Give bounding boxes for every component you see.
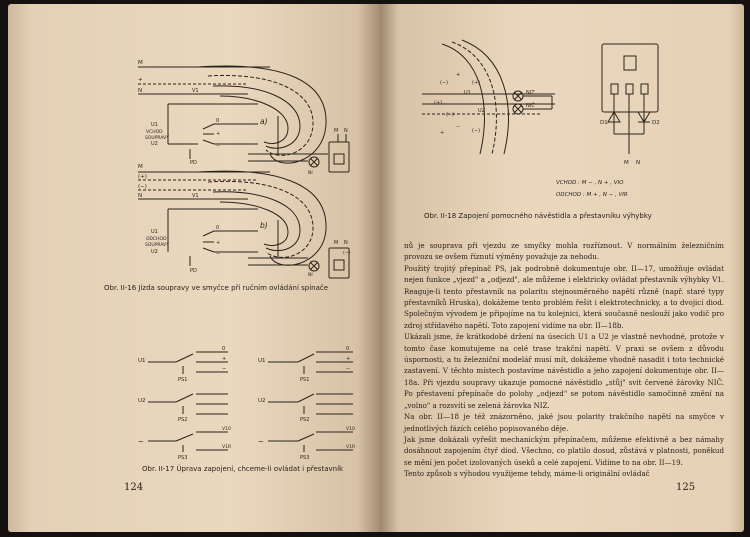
svg-text:U2: U2 — [151, 249, 158, 255]
svg-text:V1: V1 — [192, 193, 199, 199]
svg-text:(−): (−) — [440, 80, 449, 86]
svg-text:−: − — [216, 251, 221, 257]
svg-text:D1: D1 — [600, 120, 608, 126]
svg-text:(−): (−) — [472, 128, 481, 134]
svg-text:(+): (+) — [434, 100, 443, 106]
svg-text:U2: U2 — [478, 108, 485, 114]
svg-text:D2: D2 — [652, 120, 660, 126]
svg-text:(−): (−) — [138, 184, 147, 190]
page-number-right: 125 — [676, 482, 696, 493]
svg-text:M: M — [334, 128, 339, 134]
svg-text:VCHOD : M − , N + , VIO: VCHOD : M − , N + , VIO — [556, 180, 624, 186]
svg-text:V1R: V1R — [222, 445, 232, 450]
page-number-left: 124 — [124, 482, 144, 493]
figure-ii-18 — [380, 4, 744, 224]
body-paragraph: Tento způsob s výhodou využijeme tehdy, máme-li originální ovládač — [404, 469, 650, 479]
svg-text:0: 0 — [216, 118, 220, 124]
svg-text:−: − — [456, 124, 461, 130]
figure-ii-17-left — [138, 346, 231, 461]
svg-text:V1R: V1R — [346, 445, 356, 450]
svg-text:N: N — [344, 128, 348, 134]
svg-text:+: + — [440, 130, 445, 136]
svg-text:M: M — [624, 160, 629, 166]
svg-text:U2: U2 — [151, 141, 158, 147]
svg-text:NI: NI — [308, 171, 313, 176]
svg-text:PS2: PS2 — [300, 417, 310, 423]
svg-text:M: M — [138, 60, 143, 66]
svg-text:b): b) — [260, 221, 268, 230]
figure-ii-16-caption: Obr. II-16 Jízda soupravy ve smyčce při ručním ovládání spínače — [104, 284, 329, 292]
svg-text:SOUPRAVY: SOUPRAVY — [145, 243, 169, 248]
svg-text:−: − — [222, 366, 227, 372]
svg-text:−: − — [346, 366, 351, 372]
svg-text:NIZ: NIZ — [526, 90, 535, 96]
svg-text:N: N — [344, 240, 348, 246]
left-page — [8, 4, 380, 532]
svg-text:U2: U2 — [138, 398, 146, 404]
svg-text:0: 0 — [222, 346, 226, 352]
svg-text:(+): (+) — [472, 80, 481, 86]
svg-text:M: M — [138, 164, 143, 170]
svg-text:~: ~ — [258, 438, 264, 446]
svg-text:PD: PD — [190, 160, 197, 166]
svg-text:PS1: PS1 — [300, 377, 310, 383]
svg-text:PS3: PS3 — [178, 455, 188, 461]
body-paragraph: Jak jsme dokázali vyřešit mechanickým přepínačem, můžeme efektivně a bez námahy dosáhnout zapojením čtyř diod. Všechno, co platilo dosud, zůstává v platnosti, poněkud se mění jen počet izolovaných úseků a celé zapojení. Vidíme to na obr. II—19. — [404, 434, 724, 467]
body-paragraph: Použitý trojitý přepínač PS, jak podrobně dokumentuje obr. II—17, umožňuje ovládat nejen funkce „vjezd" a „odjezd", ale můžeme i elektricky ovládat přestavník výhybky V1. Reaguje-li tento přestavník na polaritu stejnosměrného napětí různě (např. staré typy přestavníků Hruska), dokážeme tento problém řešit i elektrotechnicky, a to dvojicí diod. Společným vývodem je připojíme na tu kolejnici, která současně neslouží jako vodič pro zdroj střídavého napětí. Toto zapojení vidíme na obr. II—18b. — [404, 263, 724, 330]
figure-ii-18-caption: Obr. II-18 Zapojení pomocného návěstidla a přestavníku výhybky — [424, 212, 652, 220]
svg-text:N: N — [138, 193, 143, 199]
svg-text:V1: V1 — [192, 88, 199, 94]
svg-text:NI: NI — [308, 273, 313, 278]
right-page — [380, 4, 744, 532]
svg-text:+: + — [138, 77, 143, 83]
svg-text:(+): (+) — [138, 174, 147, 180]
svg-text:ODCHOD : M + , N − , VIR: ODCHOD : M + , N − , VIR — [556, 192, 628, 198]
svg-text:M: M — [334, 240, 339, 246]
svg-text:+: + — [216, 240, 221, 246]
svg-text:VCHOD: VCHOD — [146, 130, 163, 135]
body-paragraph: Ukázali jsme, že krátkodobé držení na úsecích U1 a U2 je vlastně nevhodné, protože v tomto čase komutujeme na celé trase trakční napětí. V praxi se ovšem z důvodu úspornosti, a tu železniční modelář musí mít, dokážeme vhodně nasadit i toto technické zastavení. V těchto místech postavíme návěstidlo a jeho zapojení dokumentuje obr. II—18a. Při vjezdu soupravy ukazuje pomocné návěstidlo „stůj" svit červené žárovky NIČ. Po přestavení přepínače do polohy „odjezd" se potom návěstidlo samočinně změní na „volno" a rozsvítí se zelená žárovka NIZ. — [404, 332, 724, 410]
svg-text:−: − — [216, 143, 221, 149]
body-text — [404, 240, 724, 480]
figure-ii-17 — [8, 4, 380, 484]
svg-text:a): a) — [260, 117, 268, 126]
body-paragraph: nů je souprava při vjezdu ze smyčky mohla rozříznout. V normálním železničním provozu se ovšem říznutí výměny považuje za nehodu. — [404, 241, 724, 262]
svg-text:SOUPRAVY: SOUPRAVY — [145, 136, 169, 141]
svg-text:~: ~ — [138, 438, 144, 446]
svg-text:U2: U2 — [258, 398, 266, 404]
body-paragraph: Na obr. II—18 je též znázorněno, jaké jsou polarity trakčního napětí na smyčce v jednotlivých fázích celého popisovaného děje. — [404, 412, 724, 433]
svg-text:+: + — [222, 356, 227, 362]
svg-text:PD: PD — [190, 268, 197, 274]
svg-text:U1: U1 — [138, 358, 146, 364]
figure-ii-17-right — [258, 346, 355, 461]
svg-text:ODCHOD: ODCHOD — [146, 237, 167, 242]
svg-text:NIČ: NIČ — [526, 103, 535, 109]
svg-text:0: 0 — [216, 225, 220, 231]
figure-ii-17-caption: Obr. II-17 Úprava zapojení, chceme-li ovládat i přestavník — [142, 465, 344, 473]
svg-text:V10: V10 — [346, 427, 355, 432]
svg-text:+: + — [216, 131, 221, 137]
svg-text:U1: U1 — [464, 90, 471, 96]
open-book — [8, 4, 744, 532]
svg-text:PS2: PS2 — [178, 417, 188, 423]
svg-text:N: N — [138, 88, 143, 94]
svg-text:(−): (−) — [446, 112, 455, 118]
svg-text:(−): (−) — [343, 251, 351, 256]
svg-text:0: 0 — [346, 346, 350, 352]
svg-text:V10: V10 — [222, 427, 231, 432]
svg-text:U1: U1 — [151, 229, 158, 235]
svg-text:U1: U1 — [258, 358, 266, 364]
svg-text:U1: U1 — [151, 122, 158, 128]
svg-text:+: + — [456, 72, 461, 78]
svg-text:PS3: PS3 — [300, 455, 310, 461]
svg-text:N: N — [636, 160, 641, 166]
svg-text:PS1: PS1 — [178, 377, 188, 383]
svg-text:+: + — [346, 356, 351, 362]
